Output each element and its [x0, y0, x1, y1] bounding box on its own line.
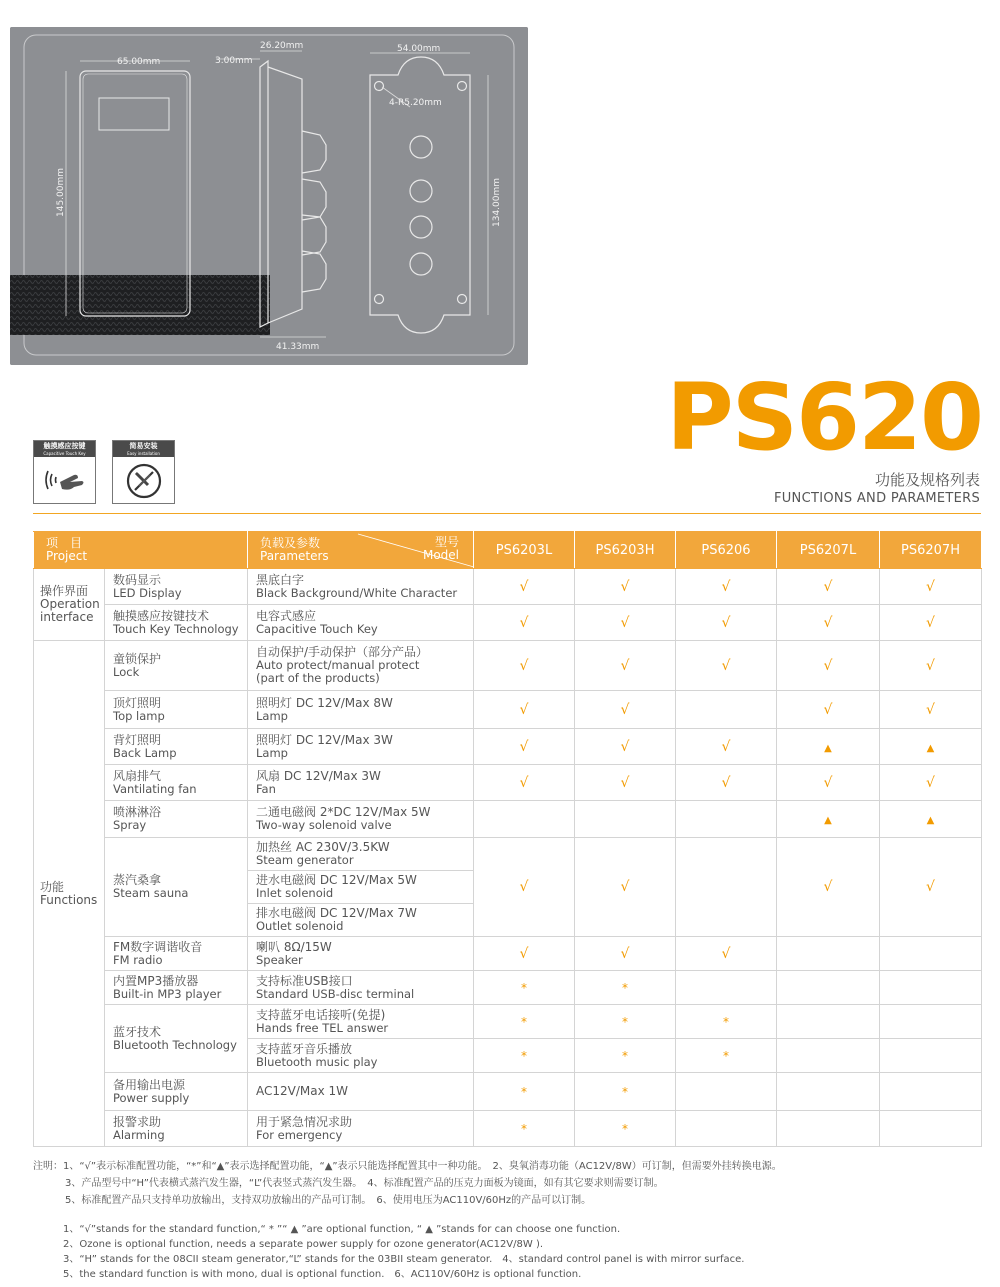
- check-mark-icon: √: [519, 945, 529, 962]
- param-cell: [248, 729, 474, 765]
- header-params-en: Parameters: [260, 549, 329, 563]
- mark-cell: [777, 801, 880, 838]
- mark-cell: [880, 937, 982, 971]
- mark-cell: [880, 838, 982, 937]
- table-row: [34, 691, 982, 729]
- check-mark-icon: √: [519, 879, 529, 895]
- item-cell: [105, 1073, 248, 1111]
- param-en: Standard USB-disc terminal: [256, 986, 415, 1001]
- mark-cell: [575, 729, 676, 765]
- dim-front-width: 65.00mm: [117, 57, 161, 67]
- dim-back-height: 134.00mm: [492, 177, 502, 227]
- dim-back-width: 54.00mm: [397, 44, 441, 54]
- item-cn: FM数字调谐收音: [113, 939, 203, 954]
- category-en: Functions: [40, 892, 98, 907]
- mark-cell: [880, 605, 982, 641]
- mark-cell: [777, 838, 880, 937]
- table-row: [34, 765, 982, 801]
- item-cell: [105, 569, 248, 605]
- table-row: [34, 641, 982, 691]
- no-tools-icon: [124, 461, 164, 501]
- mark-cell: [676, 641, 777, 691]
- param-en: Capacitive Touch Key: [256, 621, 378, 636]
- touch-hand-icon: [40, 461, 90, 499]
- item-cn: 报警求助: [113, 1114, 162, 1129]
- param-cn: 用于紧急情况求助: [256, 1114, 353, 1129]
- item-cell: [105, 971, 248, 1005]
- table-row: [34, 1111, 982, 1147]
- model-header: PS6203H: [575, 532, 676, 569]
- header-model-en: Model: [422, 548, 459, 562]
- mark-cell: [474, 1039, 575, 1073]
- category-functions: [34, 641, 105, 1147]
- star-mark-icon: *: [622, 1121, 628, 1136]
- check-mark-icon: √: [926, 879, 935, 895]
- param-en: Hands free TEL answer: [256, 1020, 389, 1035]
- mark-cell: [575, 605, 676, 641]
- star-mark-icon: *: [723, 1014, 729, 1029]
- star-mark-icon: *: [622, 980, 628, 995]
- param-cn: 照明灯 DC 12V/Max 8W: [256, 695, 393, 710]
- item-cn: 数码显示: [113, 572, 162, 587]
- check-mark-icon: √: [519, 701, 529, 718]
- dimension-drawing: [10, 27, 528, 365]
- item-cell: [105, 1005, 248, 1073]
- check-mark-icon: √: [926, 578, 935, 595]
- star-mark-icon: *: [521, 1084, 527, 1099]
- mark-cell: [676, 605, 777, 641]
- item-cell: [105, 605, 248, 641]
- badge-title: 简易安装: [129, 442, 158, 450]
- mark-cell: [777, 937, 880, 971]
- triangle-mark-icon: ▲: [926, 815, 935, 826]
- mark-cell: [575, 937, 676, 971]
- mark-cell: [474, 838, 575, 937]
- check-mark-icon: √: [519, 578, 529, 595]
- param-en: Steam generator: [256, 853, 354, 867]
- table-row: [34, 1073, 982, 1111]
- param-cell: [248, 641, 474, 691]
- table-header-row: [34, 532, 982, 569]
- param-cn: 排水电磁阀 DC 12V/Max 7W: [256, 906, 417, 920]
- mark-cell: [777, 691, 880, 729]
- mark-cell: [474, 1005, 575, 1039]
- mark-cell: [575, 569, 676, 605]
- mark-cell: [676, 838, 777, 937]
- mark-cell: [575, 641, 676, 691]
- star-mark-icon: *: [521, 1121, 527, 1136]
- mark-cell: [575, 765, 676, 801]
- param-en: Inlet solenoid: [256, 886, 334, 900]
- item-cell: [105, 838, 248, 937]
- param-en: Black Background/White Character: [256, 585, 458, 600]
- mark-cell: [676, 971, 777, 1005]
- mark-cell: [880, 569, 982, 605]
- param-en: Lamp: [256, 708, 288, 723]
- item-en: Power supply: [113, 1090, 190, 1105]
- mark-cell: [474, 801, 575, 838]
- badge-subtitle: Easy installation: [127, 451, 160, 456]
- check-mark-icon: √: [926, 657, 935, 674]
- mark-cell: [474, 605, 575, 641]
- check-mark-icon: √: [721, 738, 731, 755]
- mark-cell: [474, 765, 575, 801]
- mark-cell: [676, 801, 777, 838]
- mark-cell: [575, 1111, 676, 1147]
- fabric-strip: [10, 275, 270, 335]
- mark-cell: [880, 1073, 982, 1111]
- mark-cell: [676, 729, 777, 765]
- item-en: Lock: [113, 664, 140, 679]
- table-row: [34, 838, 982, 871]
- notes-chinese: [33, 1158, 983, 1209]
- item-en: Alarming: [113, 1127, 165, 1142]
- mark-cell: [777, 641, 880, 691]
- dim-side-depth-bottom: 41.33mm: [276, 342, 320, 352]
- item-en: Touch Key Technology: [113, 621, 239, 636]
- param-en: Auto protect/manual protect: [256, 658, 420, 672]
- param-cn: 进水电磁阀 DC 12V/Max 5W: [256, 873, 417, 887]
- param-cell: [248, 871, 474, 904]
- item-en: Spray: [113, 818, 147, 832]
- param-cell: [248, 937, 474, 971]
- dim-side-depth-top: 26.20mm: [260, 41, 304, 51]
- mark-cell: [474, 971, 575, 1005]
- mark-cell: [777, 971, 880, 1005]
- mark-cell: [676, 1111, 777, 1147]
- table-row: [34, 569, 982, 605]
- item-cn: 触摸感应按键技术: [113, 608, 210, 623]
- param-cn: 二通电磁阀 2*DC 12V/Max 5W: [256, 805, 431, 819]
- mark-cell: [474, 641, 575, 691]
- dim-side-offset: 3.00mm: [215, 56, 253, 66]
- check-mark-icon: √: [721, 945, 731, 962]
- note-line: 3、产品型号中“H”代表横式蒸汽发生器，“L”代表竖式蒸汽发生器。 4、标准配置产品的压克力面板为镜面，如有其它要求则需要订制。: [65, 1178, 664, 1189]
- mark-cell: [880, 691, 982, 729]
- mark-cell: [880, 1005, 982, 1039]
- item-cn: 蒸汽桑拿: [113, 873, 162, 887]
- model-header: PS6207H: [880, 532, 982, 569]
- item-cell: [105, 691, 248, 729]
- mark-cell: [777, 765, 880, 801]
- check-mark-icon: √: [926, 701, 935, 718]
- item-cn: 顶灯照明: [113, 695, 162, 710]
- param-cn: 支持蓝牙音乐播放: [256, 1041, 353, 1056]
- model-header: PS6207L: [777, 532, 880, 569]
- category-en: Operation: [40, 597, 100, 611]
- check-mark-icon: √: [823, 614, 833, 631]
- table-row: [34, 971, 982, 1005]
- item-cell: [105, 1111, 248, 1147]
- param-cell: [248, 1005, 474, 1039]
- triangle-mark-icon: ▲: [926, 742, 935, 754]
- param-cell: [248, 691, 474, 729]
- mark-cell: [880, 641, 982, 691]
- param-en: Speaker: [256, 952, 303, 967]
- mark-cell: [777, 605, 880, 641]
- check-mark-icon: √: [620, 614, 630, 631]
- check-mark-icon: √: [823, 774, 833, 791]
- badge-easy-installation: [112, 440, 175, 504]
- check-mark-icon: √: [721, 614, 731, 631]
- mark-cell: [474, 569, 575, 605]
- mark-cell: [575, 1039, 676, 1073]
- mark-cell: [777, 1073, 880, 1111]
- param-cn: 喇叭 8Ω/15W: [256, 939, 332, 954]
- item-cn: 蓝牙技术: [113, 1024, 162, 1039]
- item-cn: 风扇排气: [113, 768, 162, 783]
- title-divider: [33, 513, 981, 514]
- check-mark-icon: √: [823, 657, 833, 674]
- mark-cell: [676, 937, 777, 971]
- check-mark-icon: √: [620, 578, 630, 595]
- check-mark-icon: √: [620, 738, 630, 755]
- param-en: Fan: [256, 781, 276, 796]
- param-cn: 支持标准USB接口: [256, 973, 353, 988]
- param-en: Lamp: [256, 745, 288, 760]
- param-cell: [248, 569, 474, 605]
- param-cell: [248, 838, 474, 871]
- check-mark-icon: √: [823, 879, 833, 895]
- product-title: PS620: [666, 364, 982, 471]
- param-cell: [248, 971, 474, 1005]
- param-en: Outlet solenoid: [256, 919, 344, 933]
- param-cell: [248, 904, 474, 937]
- table-row: [34, 937, 982, 971]
- item-cn: 内置MP3播放器: [113, 973, 199, 988]
- check-mark-icon: √: [721, 578, 731, 595]
- item-en: LED Display: [113, 585, 182, 600]
- mark-cell: [676, 691, 777, 729]
- param-cn: 支持蓝牙电话接听(免提): [256, 1007, 386, 1022]
- param-cell: [248, 1111, 474, 1147]
- mark-cell: [575, 801, 676, 838]
- badge-title: 触摸感应按键: [43, 442, 86, 450]
- check-mark-icon: √: [620, 879, 630, 895]
- mark-cell: [676, 569, 777, 605]
- param-en: Two-way solenoid valve: [256, 818, 392, 832]
- mark-cell: [575, 838, 676, 937]
- subtitle-english: FUNCTIONS AND PARAMETERS: [773, 491, 980, 506]
- item-cell: [105, 801, 248, 838]
- mark-cell: [676, 1039, 777, 1073]
- item-en: Vantilating fan: [113, 781, 197, 796]
- check-mark-icon: √: [721, 657, 731, 674]
- check-mark-icon: √: [519, 774, 529, 791]
- mark-cell: [474, 729, 575, 765]
- item-cell: [105, 729, 248, 765]
- star-mark-icon: *: [521, 1048, 527, 1063]
- param-cn: AC12V/Max 1W: [256, 1084, 349, 1098]
- mark-cell: [575, 1005, 676, 1039]
- check-mark-icon: √: [620, 945, 630, 962]
- item-en: Built-in MP3 player: [113, 986, 222, 1001]
- note-line: 注明：1、“√”表示标准配置功能，“*”和“▲”表示选择配置功能，“▲”表示只能选择配置其中一种功能。 2、臭氧消毒功能（AC12V/8W）可订制，但需要外挂转换电源。: [33, 1161, 782, 1172]
- triangle-mark-icon: ▲: [824, 815, 832, 826]
- notes-english: [63, 1222, 744, 1282]
- mark-cell: [474, 691, 575, 729]
- category-en: interface: [40, 610, 94, 624]
- star-mark-icon: *: [622, 1048, 628, 1063]
- param-cn: 自动保护/手动保护（部分产品）: [256, 645, 429, 659]
- mark-cell: [676, 1005, 777, 1039]
- check-mark-icon: √: [519, 657, 529, 674]
- mark-cell: [676, 765, 777, 801]
- table-row: [34, 1005, 982, 1039]
- subtitle-chinese: 功能及规格列表: [874, 471, 980, 489]
- check-mark-icon: √: [823, 578, 833, 595]
- item-cell: [105, 641, 248, 691]
- mark-cell: [880, 801, 982, 838]
- table-row: [34, 729, 982, 765]
- param-cell: [248, 765, 474, 801]
- header-project: [34, 532, 248, 569]
- check-mark-icon: √: [926, 614, 935, 631]
- category-cn: 功能: [40, 879, 65, 894]
- check-mark-icon: √: [519, 614, 529, 631]
- check-mark-icon: √: [620, 657, 630, 674]
- star-mark-icon: *: [521, 980, 527, 995]
- param-cn: 风扇 DC 12V/Max 3W: [256, 768, 381, 783]
- param-cn: 照明灯 DC 12V/Max 3W: [256, 732, 393, 747]
- badge-capacitive-touch: [33, 440, 96, 504]
- mark-cell: [575, 691, 676, 729]
- item-en: Top lamp: [113, 708, 165, 723]
- mark-cell: [777, 1039, 880, 1073]
- item-cn: 备用输出电源: [113, 1077, 186, 1092]
- star-mark-icon: *: [723, 1048, 729, 1063]
- star-mark-icon: *: [521, 1014, 527, 1029]
- param-cell: [248, 801, 474, 838]
- mark-cell: [575, 1073, 676, 1111]
- item-cn: 背灯照明: [113, 732, 162, 747]
- mark-cell: [575, 971, 676, 1005]
- dim-front-height: 145.00mm: [56, 167, 66, 217]
- check-mark-icon: √: [519, 738, 529, 755]
- note-line: 2、Ozone is optional function, needs a separate power supply for ozone generator(AC12V/8W ).: [63, 1239, 544, 1250]
- header-project-en: Project: [46, 549, 88, 563]
- mark-cell: [474, 1111, 575, 1147]
- param-en: Bluetooth music play: [256, 1054, 378, 1069]
- star-mark-icon: *: [622, 1084, 628, 1099]
- item-cn: 喷淋淋浴: [113, 805, 162, 819]
- check-mark-icon: √: [823, 701, 833, 718]
- mark-cell: [880, 971, 982, 1005]
- header-params-cn: 负载及参数: [260, 536, 321, 550]
- mark-cell: [880, 729, 982, 765]
- item-cell: [105, 765, 248, 801]
- mark-cell: [676, 1073, 777, 1111]
- dim-hole-radius: 4-R5.20mm: [389, 98, 442, 108]
- note-line: 5、标准配置产品只支持单功放输出，支持双功放输出的产品可订制。 6、使用电压为AC110V/60Hz的产品可以订制。: [65, 1195, 592, 1206]
- item-en: Steam sauna: [113, 886, 189, 900]
- item-cell: [105, 937, 248, 971]
- param-cn: 黑底白字: [256, 572, 305, 587]
- check-mark-icon: √: [620, 774, 630, 791]
- note-line: 3、“H” stands for the 08CII steam generator,“L” stands for the 03BII steam generator. 4、standard control panel is with mirror surface.: [63, 1254, 745, 1265]
- mark-cell: [777, 1111, 880, 1147]
- check-mark-icon: √: [721, 774, 731, 791]
- mark-cell: [880, 1111, 982, 1147]
- note-line: 5、the standard function is with mono, dual is optional function. 6、AC110V/60Hz is optional function.: [63, 1269, 582, 1280]
- item-en: Bluetooth Technology: [113, 1037, 237, 1052]
- param-en: For emergency: [256, 1127, 343, 1142]
- mark-cell: [880, 765, 982, 801]
- badge-subtitle: Capacitive Touch Key: [43, 451, 86, 456]
- param-cn: 电容式感应: [256, 608, 317, 623]
- param-cell: [248, 605, 474, 641]
- mark-cell: [777, 729, 880, 765]
- model-header: PS6203L: [474, 532, 575, 569]
- param-cell: [248, 1073, 474, 1111]
- mark-cell: [880, 1039, 982, 1073]
- check-mark-icon: √: [926, 774, 935, 791]
- item-en: FM radio: [113, 952, 163, 967]
- check-mark-icon: √: [620, 701, 630, 718]
- mark-cell: [777, 569, 880, 605]
- item-cn: 童锁保护: [113, 651, 162, 666]
- param-cell: [248, 1039, 474, 1073]
- header-project-cn: 项 目: [46, 536, 83, 550]
- header-model-cn: 型号: [434, 535, 459, 549]
- mark-cell: [777, 1005, 880, 1039]
- table-row: [34, 605, 982, 641]
- category-operation: [34, 569, 105, 641]
- item-en: Back Lamp: [113, 745, 177, 760]
- model-header: PS6206: [676, 532, 777, 569]
- spec-table: [33, 531, 982, 1147]
- note-line: 1、“√”stands for the standard function,“ * ”“ ▲ ”are optional function, “ ▲ ”stands for can choose one function.: [63, 1224, 621, 1235]
- mark-cell: [474, 1073, 575, 1111]
- header-parameters: [248, 532, 474, 569]
- param-en: (part of the products): [256, 671, 380, 685]
- mark-cell: [474, 937, 575, 971]
- category-cn: 操作界面: [40, 584, 89, 598]
- param-cn: 加热丝 AC 230V/3.5KW: [256, 840, 390, 854]
- star-mark-icon: *: [622, 1014, 628, 1029]
- table-row: [34, 801, 982, 838]
- triangle-mark-icon: ▲: [824, 742, 832, 754]
